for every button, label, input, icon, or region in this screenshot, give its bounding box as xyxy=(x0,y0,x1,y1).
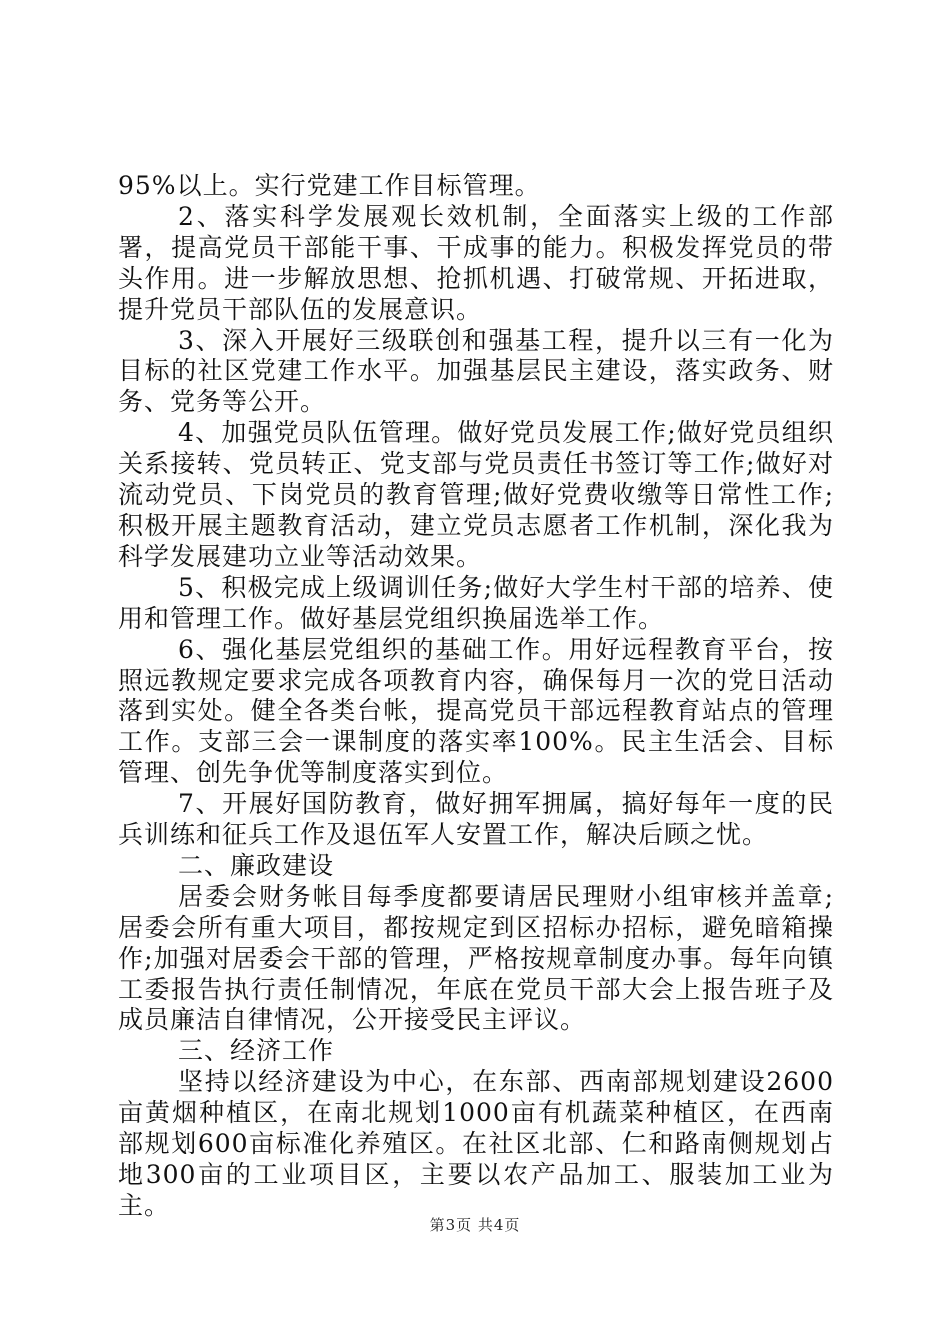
page-footer: 第3页 共4页 xyxy=(429,1216,521,1234)
paragraph: 居委会财务帐目每季度都要请居民理财小组审核并盖章;居委会所有重大项目，都按规定到区招标办招标，避免暗箱操作;加强对居委会干部的管理，严格按规章制度办事。每年向镇工委报告执行责任制情况，年底在党员干部大会上报告班子及成员廉洁自律情况，公开接受民主评议。 xyxy=(118,881,834,1035)
paragraph: 5、积极完成上级调训任务;做好大学生村干部的培养、使用和管理工作。做好基层党组织换届选举工作。 xyxy=(118,572,834,633)
paragraph: 2、落实科学发展观长效机制，全面落实上级的工作部署，提高党员干部能干事、干成事的能力。积极发挥党员的带头作用。进一步解放思想、抢抓机遇、打破常规、开拓进取，提升党员干部队伍的发展意识。 xyxy=(118,201,834,324)
section-heading: 三、经济工作 xyxy=(178,1036,335,1066)
paragraph: 7、开展好国防教育，做好拥军拥属，搞好每年一度的民兵训练和征兵工作及退伍军人安置工作，解决后顾之忧。 xyxy=(118,789,834,850)
section-heading: 二、廉政建设 xyxy=(178,850,335,880)
paragraph: 3、深入开展好三级联创和强基工程，提升以三有一化为目标的社区党建工作水平。加强基层民主建设，落实政务、财务、党务等公开。 xyxy=(118,325,834,417)
paragraph: 95%以上。实行党建工作目标管理。 xyxy=(118,171,541,200)
paragraph: 6、强化基层党组织的基础工作。用好远程教育平台，按照远教规定要求完成各项教育内容，确保每月一次的党日活动落到实处。健全各类台帐，提高党员干部远程教育站点的管理工作。支部三会一课制度的落实率100%。民主生活会、目标管理、创先争优等制度落实到位。 xyxy=(118,634,834,788)
document-body xyxy=(118,171,834,1222)
paragraph: 坚持以经济建设为中心，在东部、西南部规划建设2600亩黄烟种植区，在南北规划1000亩有机蔬菜种植区，在西南部规划600亩标准化养殖区。在社区北部、仁和路南侧规划占地300亩的工业项目区，主要以农产品加工、服装加工业为主。 xyxy=(118,1067,834,1220)
paragraph: 4、加强党员队伍管理。做好党员发展工作;做好党员组织关系接转、党员转正、党支部与党员责任书签订等工作;做好对流动党员、下岗党员的教育管理;做好党费收缴等日常性工作;积极开展主题教育活动，建立党员志愿者工作机制，深化我为科学发展建功立业等活动效果。 xyxy=(118,418,834,571)
